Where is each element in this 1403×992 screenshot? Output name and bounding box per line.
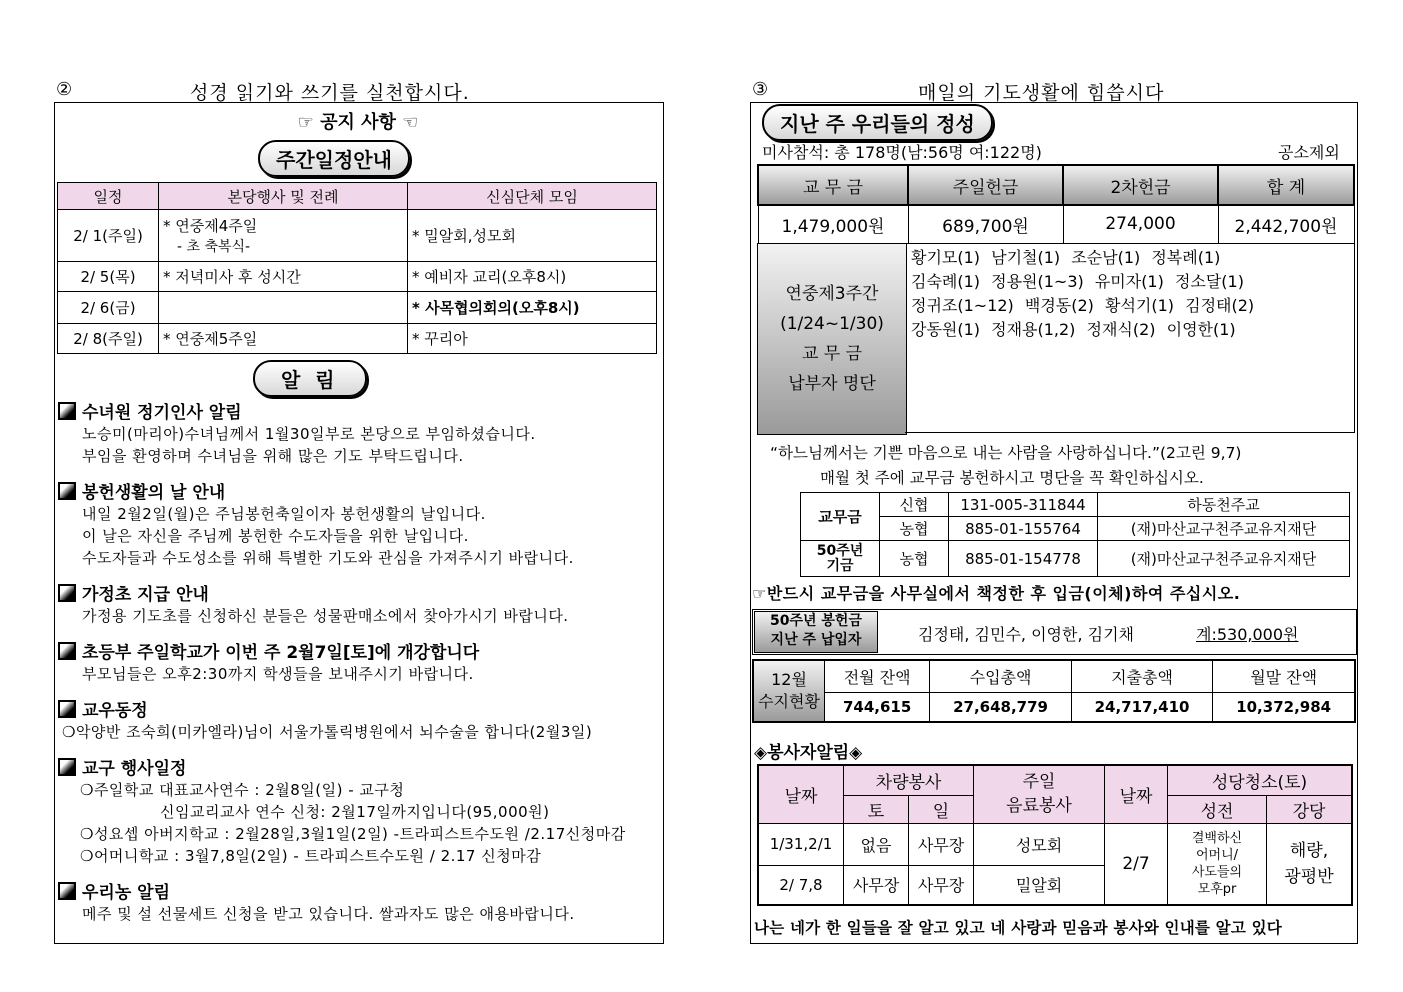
announcement-line: ❍주일학교 대표교사연수 : 2월8일(일) - 교구청 xyxy=(80,781,405,799)
announcement-block xyxy=(58,580,658,627)
announcement-line: ❍성요셉 아버지학교 : 2월28일,3월1일(2일) -트라피스트수도원 /2.17신청마감 xyxy=(80,825,626,843)
weekly-schedule-pill: 주간일정안내 xyxy=(258,140,410,177)
announcement-title-text: 우리농 알림 xyxy=(82,883,171,903)
announcement-block xyxy=(58,398,658,467)
offering-value: 1,479,000원 xyxy=(758,205,908,243)
vol-header-car: 차량봉사 xyxy=(844,765,974,795)
volunteer-table xyxy=(757,764,1353,906)
announcement-title xyxy=(58,696,658,721)
vol-header-gd: 강당 xyxy=(1267,795,1353,823)
announcement-line: 가정용 기도초를 신청하신 분들은 성물판매소에서 찾아가시기 바랍니다. xyxy=(82,607,569,625)
announcement-block xyxy=(58,638,658,685)
offering-header: 교 무 금 xyxy=(758,165,908,205)
bank-notice: ☞반드시 교무금을 사무실에서 책정한 후 입금(이체)하여 주십시오. xyxy=(752,584,1241,603)
donor-line: 황기모(1) 남기철(1) 조순남(1) 정복례(1) xyxy=(911,248,1221,267)
announcement-line: 이 날은 자신을 주님께 봉헌한 수도자들을 위한 날입니다. xyxy=(82,527,469,545)
offering-header: 주일헌금 xyxy=(908,165,1063,205)
finance-header: 지출총액 xyxy=(1071,660,1213,692)
footer-verse: 나는 네가 한 일들을 잘 알고 있고 네 사랑과 믿음과 봉사와 인내를 알고 있다 xyxy=(754,919,1282,937)
bible-quote: “하느님께서는 기쁜 마음으로 내는 사람을 사랑하십니다.”(2고린 9,7) xyxy=(770,444,1242,462)
schedule-date: 2/ 8(주일) xyxy=(58,324,159,354)
announcement-block xyxy=(58,696,658,743)
finance-table xyxy=(752,659,1356,723)
bank-name: 신협 xyxy=(880,493,949,517)
announcement-block xyxy=(58,478,658,569)
square-bullet-icon xyxy=(58,642,76,660)
announcement-line: 부모님들은 오후2:30까지 학생들을 보내주시기 바랍니다. xyxy=(82,665,474,683)
announcement-title-text: 교우동정 xyxy=(82,701,148,721)
schedule-date: 2/ 5(목) xyxy=(58,262,159,292)
announcement-title-text: 교구 행사일정 xyxy=(82,759,187,779)
offering-table xyxy=(757,164,1355,244)
vol-header-drink: 주일 음료봉사 xyxy=(974,765,1105,823)
announcement-line: ❍어머니학교 : 3월7,8일(2일) - 트라피스트수도원 / 2.17 신청마감 xyxy=(80,847,542,865)
bank-table xyxy=(800,492,1350,577)
anniversary-total: 계:530,000원 xyxy=(1196,625,1299,644)
donor-list xyxy=(905,243,1355,433)
offering-pill: 지난 주 우리들의 정성 xyxy=(762,104,993,141)
schedule-header: 본당행사 및 전례 xyxy=(159,183,408,210)
bank-account: 131-005-311844 xyxy=(949,493,1098,517)
vol-sj: 결백하신 어머니/ 사도들의 모후pr xyxy=(1168,823,1267,905)
schedule-event: * 저녁미사 후 성시간 xyxy=(159,262,408,292)
vol-header-sj: 성전 xyxy=(1168,795,1267,823)
schedule-group: * 사목협의회의(오후8시) xyxy=(408,292,657,324)
offering-value: 2,442,700원 xyxy=(1218,205,1354,243)
finance-label: 12월 수지현황 xyxy=(753,660,825,722)
vol-header-clean: 성당청소(토) xyxy=(1168,765,1353,795)
page-number-right: ③ xyxy=(752,79,769,100)
offering-value: 274,000 xyxy=(1063,205,1218,243)
schedule-table xyxy=(57,182,657,354)
anniversary-names: 김정태, 김민수, 이영한, 김기채 xyxy=(918,625,1134,644)
announcement-line: 부임을 환영하며 수녀님을 위해 많은 기도 부탁드립니다. xyxy=(82,447,464,465)
schedule-header: 일정 xyxy=(58,183,159,210)
attendance-note: 공소제외 xyxy=(1278,143,1340,162)
vol-drink: 성모회 xyxy=(974,823,1105,865)
announcement-line: 메주 및 설 선물세트 신청을 받고 있습니다. 쌀과자도 많은 애용바랍니다. xyxy=(82,905,575,923)
attendance-text: 미사참석: 총 178명(남:56명 여:122명) xyxy=(762,143,1042,162)
square-bullet-icon xyxy=(58,402,76,420)
donor-label-line: 납부자 명단 xyxy=(788,374,876,394)
square-bullet-icon xyxy=(58,700,76,718)
schedule-date: 2/ 6(금) xyxy=(58,292,159,324)
page-header-right: 매일의 기도생활에 힘씁시다 xyxy=(918,82,1165,104)
volunteer-title: ◈봉사자알림◈ xyxy=(754,743,863,763)
announcement-title xyxy=(58,878,658,903)
vol-il: 사무장 xyxy=(909,865,974,905)
announcement-line: ❍악양반 조숙희(미카엘라)님이 서울가톨릭병원에서 뇌수술을 합니다(2월3일) xyxy=(62,723,593,741)
schedule-event xyxy=(159,292,408,324)
announcement-line: 노승미(마리아)수녀님께서 1월30일부로 본당으로 부임하셨습니다. xyxy=(82,425,536,443)
square-bullet-icon xyxy=(58,882,76,900)
announcement-title-text: 초등부 주일학교가 이번 주 2월7일[토]에 개강합니다 xyxy=(82,643,480,663)
finance-header: 월말 잔액 xyxy=(1213,660,1355,692)
page-header-left: 성경 읽기와 쓰기를 실천합시다. xyxy=(190,82,470,104)
bank-label: 50주년 기금 xyxy=(801,541,880,577)
account-holder: (재)마산교구천주교유지재단 xyxy=(1098,541,1350,577)
donor-label-line: (1/24~1/30) xyxy=(780,314,884,334)
square-bullet-icon xyxy=(58,584,76,602)
donor-line: 김숙례(1) 정용원(1~3) 유미자(1) 정소달(1) xyxy=(911,272,1244,291)
finance-value: 10,372,984 xyxy=(1213,692,1355,722)
bank-name: 농협 xyxy=(880,541,949,577)
offering-value: 689,700원 xyxy=(908,205,1063,243)
finance-value: 27,648,779 xyxy=(930,692,1072,722)
announcement-line: 신임교리교사 연수 신청: 2월17일까지입니다(95,000원) xyxy=(160,803,550,821)
vol-il: 사무장 xyxy=(909,823,974,865)
donor-line: 강동원(1) 정재용(1,2) 정재식(2) 이영한(1) xyxy=(911,320,1236,339)
quote-instruction: 매월 첫 주에 교무금 봉헌하시고 명단을 꼭 확인하십시오. xyxy=(820,469,1204,487)
announcement-title xyxy=(58,398,658,423)
announcement-title-text: 봉헌생활의 날 안내 xyxy=(82,483,226,503)
finance-value: 24,717,410 xyxy=(1071,692,1213,722)
finance-header: 수입총액 xyxy=(930,660,1072,692)
announcement-title-text: 가정초 지급 안내 xyxy=(82,585,209,605)
vol-header-to: 토 xyxy=(844,795,909,823)
donor-line: 정귀조(1~12) 백경동(2) 황석기(1) 김정태(2) xyxy=(911,296,1255,315)
vol-date: 2/ 7,8 xyxy=(758,865,844,905)
finance-header: 전월 잔액 xyxy=(825,660,930,692)
donor-label-box xyxy=(757,243,907,435)
vol-drink: 밀알회 xyxy=(974,865,1105,905)
alim-pill: 알 림 xyxy=(253,360,367,397)
donor-label-line: 교 무 금 xyxy=(801,344,863,364)
announcement-title xyxy=(58,580,658,605)
vol-header-date: 날짜 xyxy=(758,765,844,823)
donor-label-line: 연중제3주간 xyxy=(785,284,879,304)
announcement-line: 수도자들과 수도성소를 위해 특별한 기도와 관심을 가져주시기 바랍니다. xyxy=(82,549,574,567)
page-number-left: ② xyxy=(56,79,73,100)
announcement-title xyxy=(58,754,658,779)
vol-date2: 2/7 xyxy=(1105,823,1168,905)
notice-title: ☞ 공지 사항 ☜ xyxy=(297,112,419,133)
offering-header: 합 계 xyxy=(1218,165,1354,205)
schedule-event-text: * 연중제4주일 xyxy=(163,217,258,235)
announcement-block xyxy=(58,878,658,925)
schedule-event: * 연중제5주일 xyxy=(159,324,408,354)
vol-header-il: 일 xyxy=(909,795,974,823)
square-bullet-icon xyxy=(58,482,76,500)
vol-header-date2: 날짜 xyxy=(1105,765,1168,823)
account-holder: 하동천주교 xyxy=(1098,493,1350,517)
square-bullet-icon xyxy=(58,758,76,776)
schedule-event xyxy=(159,210,408,262)
announcement-block xyxy=(58,754,658,867)
announcement-title-text: 수녀원 정기인사 알림 xyxy=(82,403,242,423)
schedule-group: * 꾸리아 xyxy=(408,324,657,354)
announcement-title xyxy=(58,638,658,663)
schedule-date: 2/ 1(주일) xyxy=(58,210,159,262)
vol-date: 1/31,2/1 xyxy=(758,823,844,865)
vol-gd: 해량, 광평반 xyxy=(1267,823,1353,905)
finance-value: 744,615 xyxy=(825,692,930,722)
vol-to: 없음 xyxy=(844,823,909,865)
account-holder: (재)마산교구천주교유지재단 xyxy=(1098,517,1350,541)
schedule-group: * 예비자 교리(오후8시) xyxy=(408,262,657,292)
anniversary-label: 50주년 봉헌금 지난 주 납입자 xyxy=(754,611,878,653)
schedule-header: 신심단체 모임 xyxy=(408,183,657,210)
schedule-group: * 밀알회,성모회 xyxy=(408,210,657,262)
vol-to: 사무장 xyxy=(844,865,909,905)
bank-label: 교무금 xyxy=(801,493,880,541)
announcement-line: 내일 2월2일(월)은 주님봉헌축일이자 봉헌생활의 날입니다. xyxy=(82,505,486,523)
schedule-event-sub: - 초 축복식- xyxy=(177,239,251,255)
announcement-title xyxy=(58,478,658,503)
offering-header: 2차헌금 xyxy=(1063,165,1218,205)
announcement-sections xyxy=(58,398,658,936)
bank-name: 농협 xyxy=(880,517,949,541)
bank-account: 885-01-155764 xyxy=(949,517,1098,541)
bank-account: 885-01-154778 xyxy=(949,541,1098,577)
